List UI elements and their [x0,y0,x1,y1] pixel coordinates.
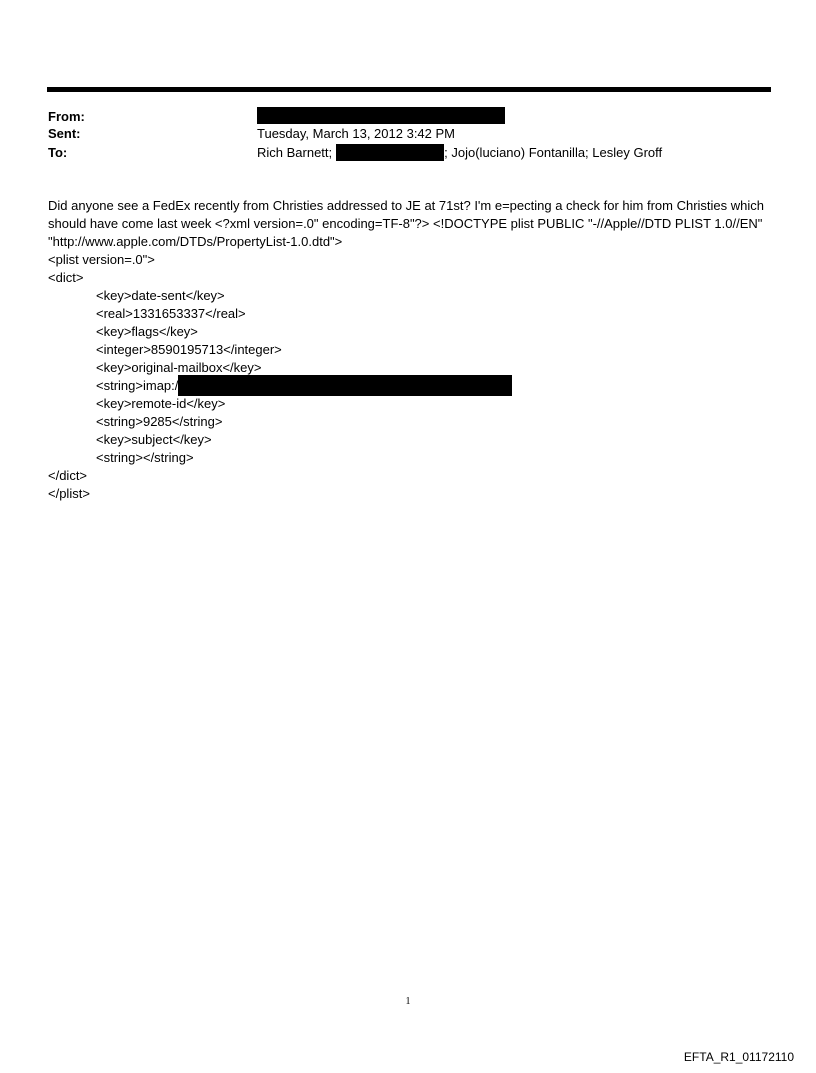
plist-line: <dict> [48,270,84,285]
sent-value: Tuesday, March 13, 2012 3:42 PM [257,126,455,141]
sent-label: Sent: [48,126,81,141]
header-rule [47,87,771,92]
redaction-bar [257,107,505,124]
plist-line: <plist version=.0"> [48,252,155,267]
to-value [257,145,662,161]
plist-line: </plist> [48,486,90,501]
plist-line: <key>date-sent</key> [96,288,225,303]
to-label: To: [48,145,68,160]
plist-line: <key>flags</key> [96,324,198,339]
plist-line: <string></string> [96,450,194,465]
to-recipient-rest: ; Jojo(luciano) Fontanilla; Lesley Groff [444,145,663,160]
from-value [257,107,505,124]
plist-line: <key>subject</key> [96,432,212,447]
plist-line-mailbox [48,377,764,395]
page-number: 1 [405,996,411,1007]
email-body [48,197,764,503]
body-paragraph: Did anyone see a FedEx recently from Christies addressed to JE at 71st? I'm e=pecting a check for him from Christies which should have come last week <?xml version=.0" encoding=TF-8"?> <!DOCTYPE plist PUBLIC "-//Apple//DTD PLIST 1.0//EN" "http://www.apple.com/DTDs/PropertyList-1.0.dtd"> [48,198,764,249]
to-recipient-1: Rich Barnett; [257,145,333,160]
plist-line: <integer>8590195713</integer> [96,342,282,357]
document-id: EFTA_R1_01172110 [683,1050,794,1064]
redaction-bar [178,375,512,396]
redaction-bar [336,144,444,161]
plist-string-imap: <string>imap:/ [96,378,179,393]
plist-line: <string>9285</string> [96,414,223,429]
plist-line: <real>1331653337</real> [96,306,246,321]
plist-line: <key>original-mailbox</key> [96,360,262,375]
plist-line: <key>remote-id</key> [96,396,226,411]
plist-line: </dict> [48,468,88,483]
from-label: From: [48,109,85,124]
